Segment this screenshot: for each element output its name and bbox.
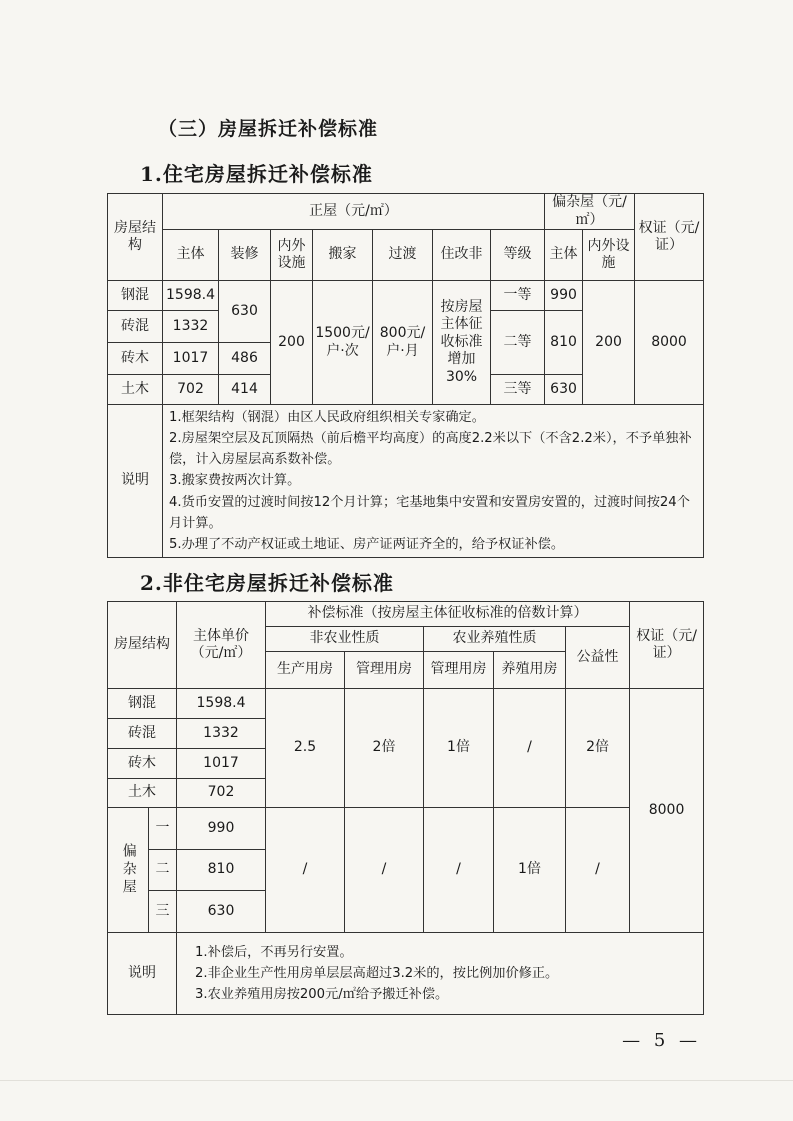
row-price: 1332	[177, 719, 266, 749]
col-grade: 等级	[491, 230, 545, 281]
certificate-value: 8000	[630, 689, 704, 933]
header-public: 公益性	[566, 627, 630, 689]
header-unit-price: 主体单价（元/㎡）	[177, 602, 266, 689]
note-item: 1.补偿后，不再另行安置。	[195, 944, 353, 960]
residential-compensation-table	[107, 193, 704, 558]
footer-divider	[0, 1080, 793, 1081]
row-main: 1332	[163, 311, 219, 343]
transition-value: 800元/户·月	[373, 281, 433, 405]
factor-breeding: /	[494, 689, 566, 808]
row-price: 1598.4	[177, 689, 266, 719]
header-certificate: 权证（元/证）	[630, 602, 704, 689]
side-main: 630	[545, 375, 583, 405]
row-main: 702	[163, 375, 219, 405]
res-to-nonres-value: 按房屋主体征收标准增加30%	[433, 281, 491, 405]
side-grade: 一等	[491, 281, 545, 311]
table2-title: 2.非住宅房屋拆迁补偿标准	[140, 571, 394, 595]
col-breeding: 养殖用房	[494, 652, 566, 689]
factor-public: 2倍	[566, 689, 630, 808]
header-structure: 房屋结构	[108, 194, 163, 281]
nonresidential-compensation-table	[107, 601, 704, 1015]
side-price: 990	[177, 808, 266, 850]
row-structure: 钢混	[108, 281, 163, 311]
col-management: 管理用房	[345, 652, 424, 689]
row-structure: 砖混	[108, 719, 177, 749]
page-number: — 5 —	[622, 1030, 701, 1051]
col-transition: 过渡	[373, 230, 433, 281]
header-certificate: 权证（元/证）	[635, 194, 704, 281]
header-standard: 补偿标准（按房屋主体征收标准的倍数计算）	[266, 602, 630, 627]
side-house-label	[108, 808, 149, 933]
col-res-to-nonres: 住改非	[433, 230, 491, 281]
row-decor: 414	[219, 375, 271, 405]
note-item: 4.货币安置的过渡时间按12个月计算；宅基地集中安置和安置房安置的，过渡时间按24个月计算。	[169, 494, 690, 531]
notes	[163, 405, 704, 558]
side-facilities-value: 200	[583, 281, 635, 405]
header-structure: 房屋结构	[108, 602, 177, 689]
row-structure: 砖木	[108, 749, 177, 779]
row-main: 1598.4	[163, 281, 219, 311]
header-non-agri: 非农业性质	[266, 627, 424, 652]
col-facilities: 内外设施	[271, 230, 313, 281]
factor-agri-management: 1倍	[424, 689, 494, 808]
col-side-main: 主体	[545, 230, 583, 281]
facilities-value: 200	[271, 281, 313, 405]
side-price: 810	[177, 850, 266, 891]
section-title: （三）房屋拆迁补偿标准	[158, 118, 379, 140]
row-price: 702	[177, 779, 266, 808]
side-house-text: 偏杂屋	[120, 843, 137, 897]
note-item: 3.农业养殖用房按200元/㎡给予搬迁补偿。	[195, 987, 449, 1003]
side-grade: 三	[149, 891, 177, 933]
side-grade: 一	[149, 808, 177, 850]
row-structure: 钢混	[108, 689, 177, 719]
factor-management: 2倍	[345, 689, 424, 808]
col-decor: 装修	[219, 230, 271, 281]
side-price: 630	[177, 891, 266, 933]
side-main: 990	[545, 281, 583, 311]
side-factor-production: /	[266, 808, 345, 933]
col-production: 生产用房	[266, 652, 345, 689]
row-structure: 砖混	[108, 311, 163, 343]
side-main: 810	[545, 311, 583, 375]
moving-value: 1500元/户·次	[313, 281, 373, 405]
note-item: 5.办理了不动产权证或土地证、房产证两证齐全的，给予权证补偿。	[169, 536, 565, 552]
row-structure: 土木	[108, 779, 177, 808]
decor-merged: 630	[219, 281, 271, 343]
note-item: 1.框架结构（钢混）由区人民政府组织相关专家确定。	[169, 410, 485, 425]
col-moving: 搬家	[313, 230, 373, 281]
note-item: 2.房屋架空层及瓦顶隔热（前后檐平均高度）的高度2.2米以下（不含2.2米），不予单独补偿，计入房屋层高系数补偿。	[169, 431, 692, 468]
notes	[177, 933, 704, 1015]
header-side-house: 偏杂屋（元/㎡）	[545, 194, 635, 230]
col-agri-management: 管理用房	[424, 652, 494, 689]
header-main-house: 正屋（元/㎡）	[163, 194, 545, 230]
row-main: 1017	[163, 343, 219, 375]
row-decor: 486	[219, 343, 271, 375]
certificate-value: 8000	[635, 281, 704, 405]
row-structure: 土木	[108, 375, 163, 405]
side-factor-public: /	[566, 808, 630, 933]
side-grade: 二等	[491, 311, 545, 375]
row-price: 1017	[177, 749, 266, 779]
note-item: 2.非企业生产性用房单层层高超过3.2米的，按比例加价修正。	[195, 965, 559, 981]
col-main: 主体	[163, 230, 219, 281]
factor-production: 2.5	[266, 689, 345, 808]
notes-label: 说明	[108, 405, 163, 558]
side-factor-management: /	[345, 808, 424, 933]
note-item: 3.搬家费按两次计算。	[169, 473, 301, 489]
side-factor-breeding: 1倍	[494, 808, 566, 933]
header-agri: 农业养殖性质	[424, 627, 566, 652]
row-structure: 砖木	[108, 343, 163, 375]
side-factor-agri-management: /	[424, 808, 494, 933]
side-grade: 二	[149, 850, 177, 891]
col-side-facilities: 内外设施	[583, 230, 635, 281]
table1-title: 1.住宅房屋拆迁补偿标准	[140, 162, 373, 186]
notes-label: 说明	[108, 933, 177, 1015]
side-grade: 三等	[491, 375, 545, 405]
